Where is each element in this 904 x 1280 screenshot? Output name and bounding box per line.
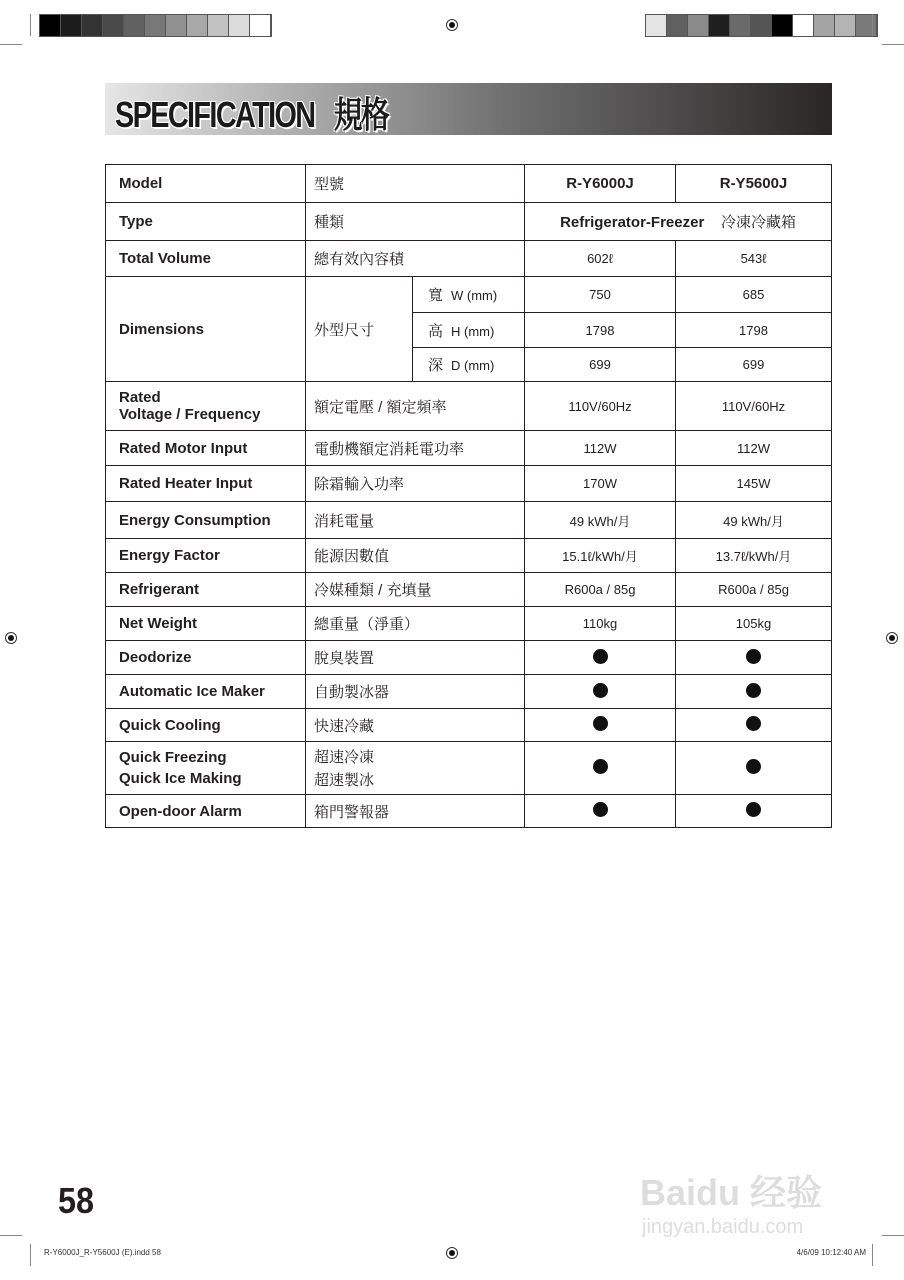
type-value-en: Refrigerator-Freezer (560, 214, 705, 231)
row-label-zh: 種類 (306, 203, 525, 241)
color-bar-right (645, 14, 878, 37)
row-label-zh: 總重量（淨重） (306, 607, 525, 641)
model-label-zh: 型號 (306, 165, 525, 203)
feature-dot (676, 709, 832, 742)
row-label: Energy Factor (106, 539, 306, 573)
table-row (106, 241, 832, 277)
crop-mark (882, 44, 904, 45)
crop-mark (0, 1235, 22, 1236)
table-row (106, 641, 832, 675)
type-value (525, 203, 832, 241)
row-label: Rated Voltage / Frequency (106, 382, 306, 431)
registration-mark-icon (886, 632, 898, 644)
cell-value: 49 kWh/月 (525, 502, 676, 539)
row-label: Refrigerant (106, 573, 306, 607)
row-label-zh: 除霜輸入功率 (306, 466, 525, 502)
model-header: R-Y5600J (676, 165, 832, 203)
cell-value: 1798 (676, 313, 832, 348)
crop-mark (0, 44, 22, 45)
feature-dot (525, 795, 676, 828)
row-label: Rated Motor Input (106, 431, 306, 466)
row-label-zh: 外型尺寸 (306, 277, 413, 382)
footer-timestamp: 4/6/09 10:12:40 AM (796, 1248, 866, 1257)
watermark-logo: Baidu 经验 (640, 1172, 823, 1213)
dimension-sub-label: 高 H (mm) (413, 313, 525, 348)
row-label-zh: 脫臭裝置 (306, 641, 525, 675)
table-row (106, 573, 832, 607)
row-label: Type (106, 203, 306, 241)
feature-dot (525, 742, 676, 795)
model-label: Model (106, 165, 306, 203)
cell-value: 105kg (676, 607, 832, 641)
row-label: Automatic Ice Maker (106, 675, 306, 709)
feature-dot (525, 641, 676, 675)
table-row (106, 795, 832, 828)
row-label: Total Volume (106, 241, 306, 277)
row-label-zh: 超速冷凍 超速製冰 (306, 742, 525, 795)
row-label-zh: 總有效內容積 (306, 241, 525, 277)
cell-value: 110V/60Hz (676, 382, 832, 431)
crop-mark (30, 14, 31, 36)
dimension-sub-label: 寬 W (mm) (413, 277, 525, 313)
footer-filename: R-Y6000J_R-Y5600J (E).indd 58 (44, 1248, 161, 1257)
cell-value: 13.7ℓ/kWh/月 (676, 539, 832, 573)
row-label: Open-door Alarm (106, 795, 306, 828)
cell-value: 685 (676, 277, 832, 313)
row-label: Quick Cooling (106, 709, 306, 742)
crop-mark (882, 1235, 904, 1236)
row-label: Deodorize (106, 641, 306, 675)
registration-mark-icon (5, 632, 17, 644)
cell-value: 602ℓ (525, 241, 676, 277)
row-label: Energy Consumption (106, 502, 306, 539)
table-row (106, 466, 832, 502)
feature-dot (676, 675, 832, 709)
feature-dot (676, 641, 832, 675)
spec-table (105, 164, 832, 828)
row-label: Dimensions (106, 277, 306, 382)
crop-mark (872, 1244, 873, 1266)
cell-value: R600a / 85g (525, 573, 676, 607)
watermark-url: jingyan.baidu.com (642, 1216, 804, 1238)
table-row (106, 165, 832, 203)
feature-dot (525, 709, 676, 742)
table-row (106, 709, 832, 742)
feature-dot (676, 742, 832, 795)
cell-value: 145W (676, 466, 832, 502)
row-label-zh: 自動製冰器 (306, 675, 525, 709)
row-label-zh: 電動機額定消耗電功率 (306, 431, 525, 466)
row-label-zh: 能源因數值 (306, 539, 525, 573)
row-label-zh: 消耗電量 (306, 502, 525, 539)
feature-dot (525, 675, 676, 709)
cell-value: 110kg (525, 607, 676, 641)
cell-value: 699 (525, 348, 676, 382)
cell-value: R600a / 85g (676, 573, 832, 607)
table-row (106, 203, 832, 241)
table-row (106, 539, 832, 573)
cell-value: 110V/60Hz (525, 382, 676, 431)
row-label-zh: 額定電壓 / 額定頻率 (306, 382, 525, 431)
table-row (106, 277, 832, 313)
table-row (106, 742, 832, 795)
cell-value: 112W (676, 431, 832, 466)
registration-mark-icon (446, 19, 458, 31)
cell-value: 15.1ℓ/kWh/月 (525, 539, 676, 573)
row-label: Net Weight (106, 607, 306, 641)
cell-value: 170W (525, 466, 676, 502)
table-row (106, 675, 832, 709)
cell-value: 1798 (525, 313, 676, 348)
crop-mark (30, 1244, 31, 1266)
page-number: 58 (58, 1180, 95, 1221)
cell-value: 112W (525, 431, 676, 466)
row-label-zh: 冷媒種類 / 充填量 (306, 573, 525, 607)
table-row (106, 431, 832, 466)
table-row (106, 502, 832, 539)
cell-value: 543ℓ (676, 241, 832, 277)
row-label-zh: 快速冷藏 (306, 709, 525, 742)
cell-value: 49 kWh/月 (676, 502, 832, 539)
table-row (106, 382, 832, 431)
row-label-zh: 箱門警報器 (306, 795, 525, 828)
cell-value: 750 (525, 277, 676, 313)
crop-mark (872, 14, 873, 36)
title-banner (105, 83, 832, 135)
cell-value: 699 (676, 348, 832, 382)
color-bar-left (39, 14, 272, 37)
dimension-sub-label: 深 D (mm) (413, 348, 525, 382)
row-label: Rated Heater Input (106, 466, 306, 502)
page-title: SPECIFICATION 規格 (115, 94, 389, 135)
row-label: Quick Freezing Quick Ice Making (106, 742, 306, 795)
feature-dot (676, 795, 832, 828)
model-header: R-Y6000J (525, 165, 676, 203)
table-row (106, 607, 832, 641)
type-value-zh: 冷凍冷藏箱 (720, 214, 796, 231)
registration-mark-icon (446, 1247, 458, 1259)
